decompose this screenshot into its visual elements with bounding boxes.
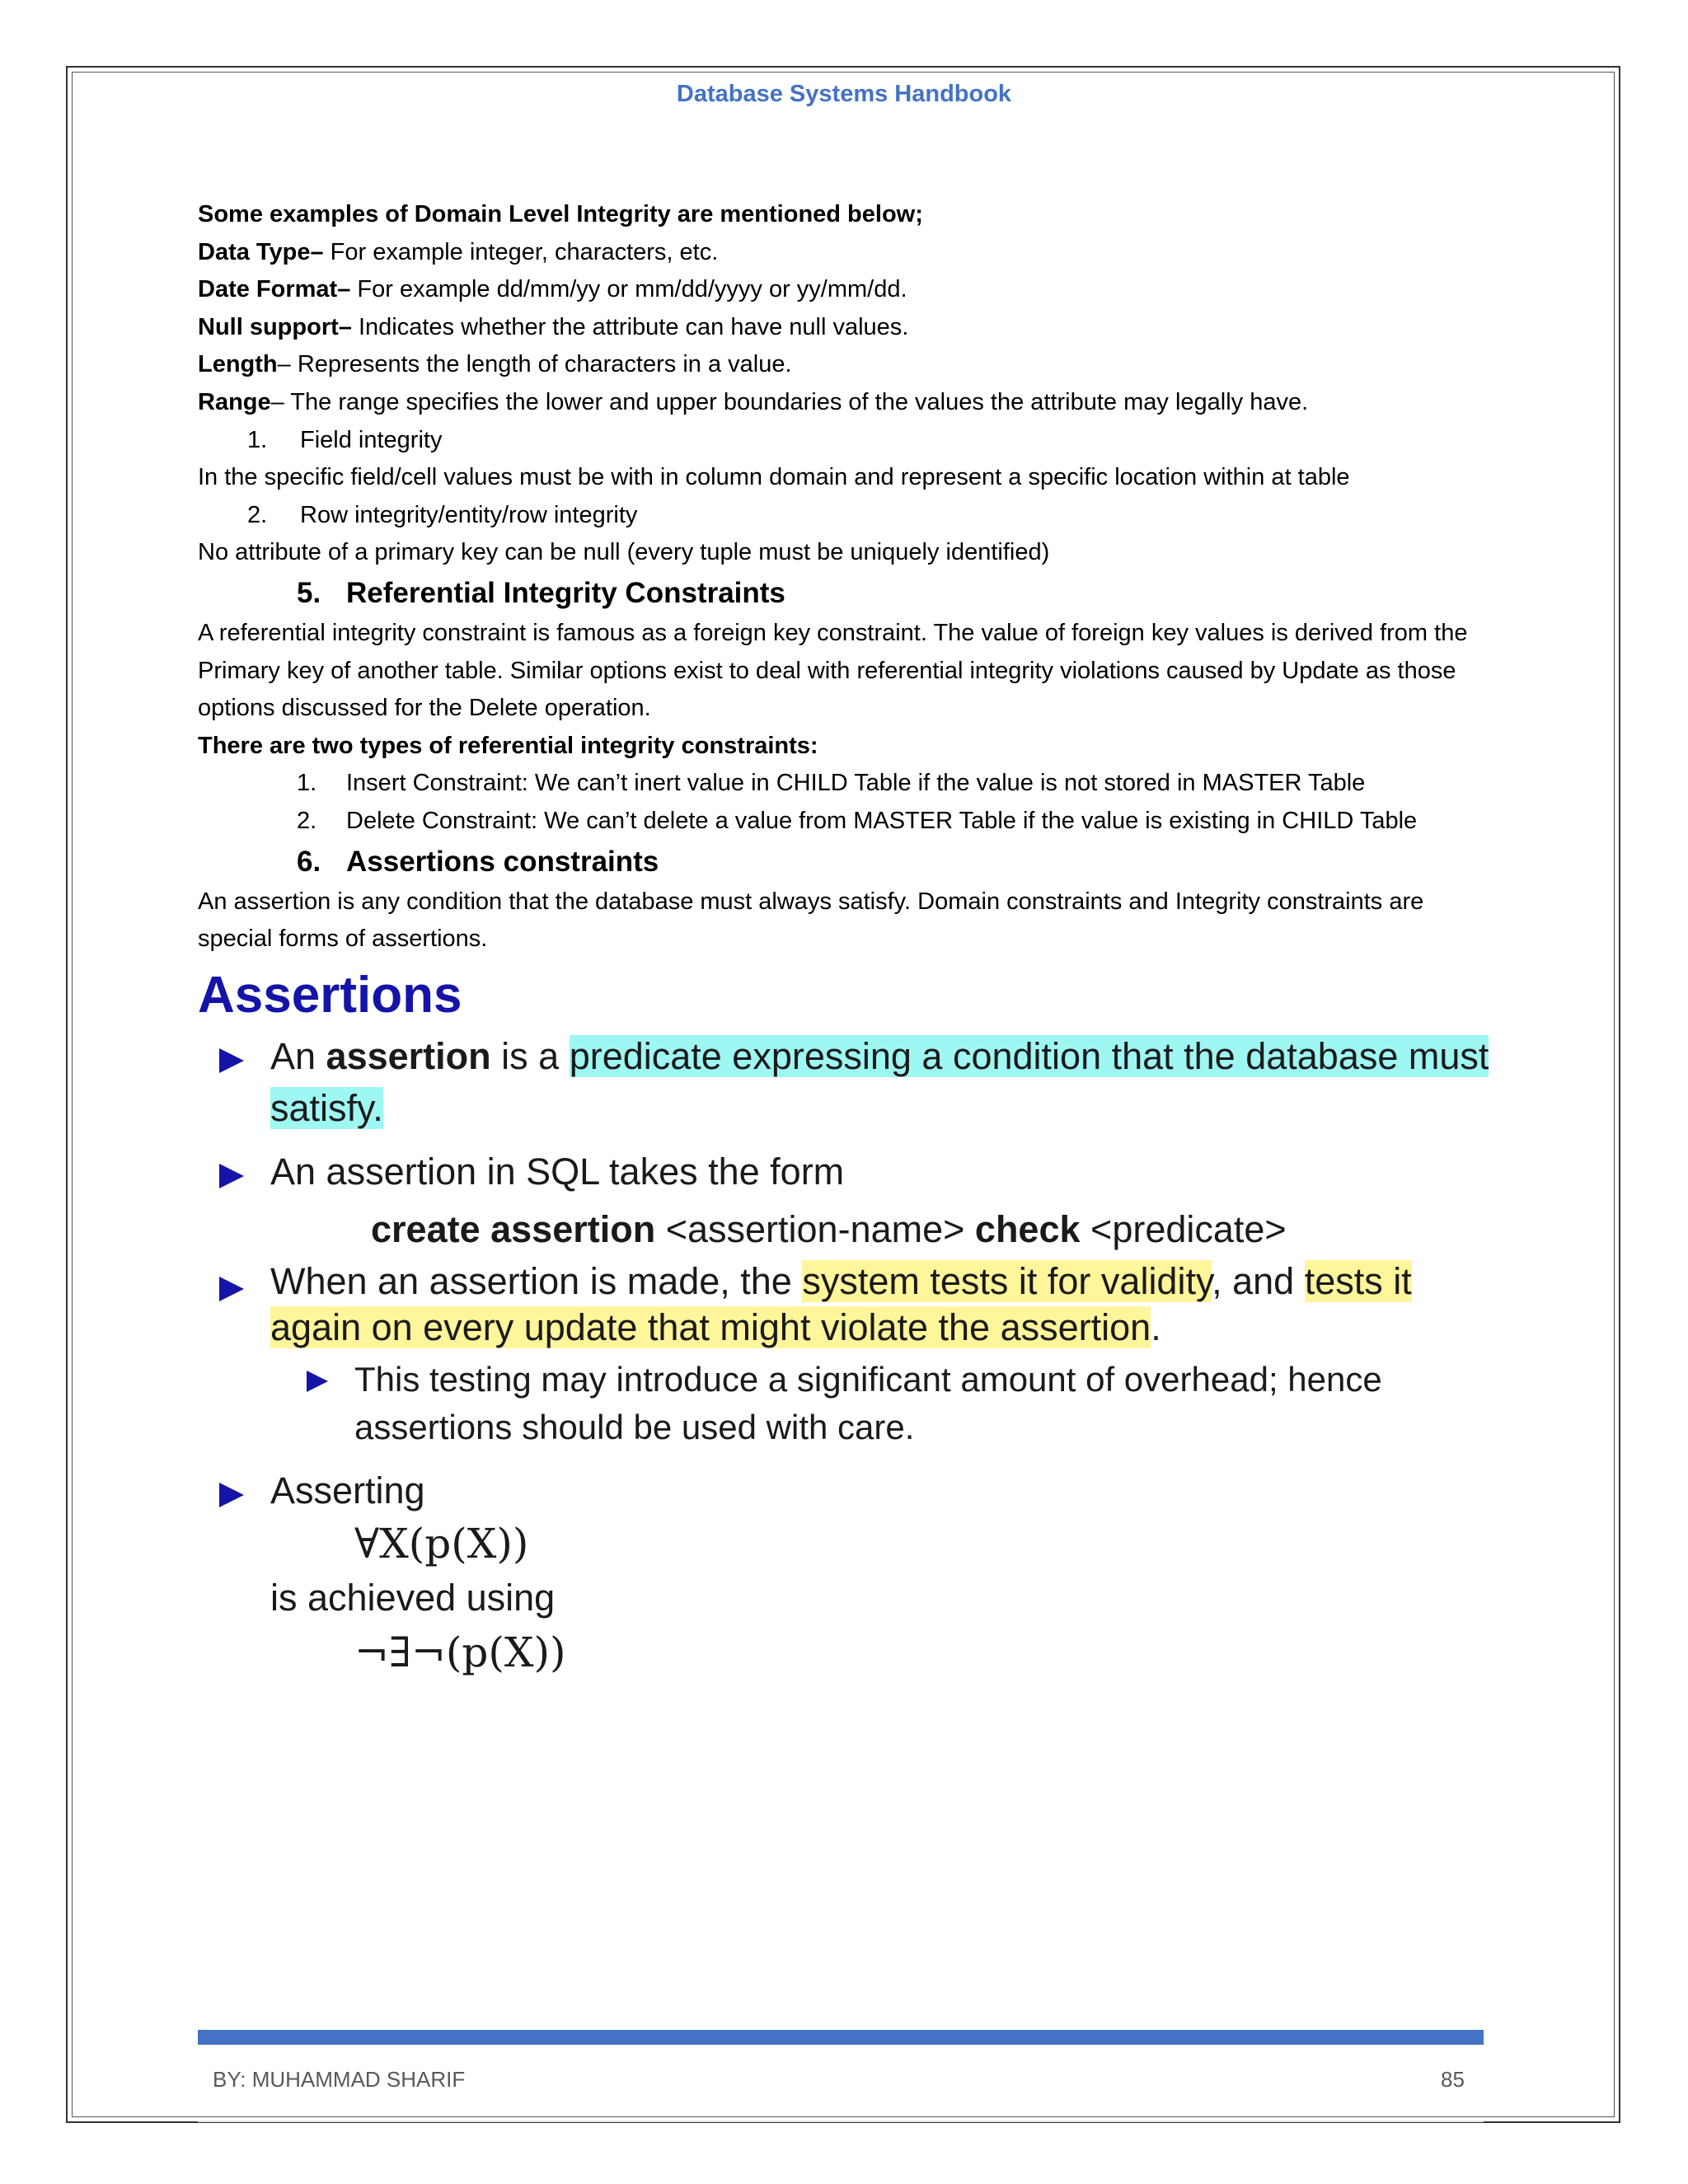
highlight-yellow: system tests it for validity — [802, 1260, 1212, 1302]
assertions-heading: 6. Assertions constraints — [297, 845, 659, 878]
footer-author: BY: MUHAMMAD SHARIF — [213, 2067, 466, 2092]
math-not-exists: ¬∃¬(p(X)) — [354, 1629, 566, 1676]
triangle-bullet-icon — [219, 1164, 244, 1188]
slide-bullet: An assertion is a predicate expressing a condition that the database must satisfy. — [198, 1030, 1500, 1134]
domain-intro: Some examples of Domain Level Integrity are mentioned below; — [198, 201, 923, 227]
slide-bullet: An assertion in SQL takes the form — [198, 1146, 1500, 1197]
triangle-bullet-icon — [219, 1277, 244, 1301]
slide-text: is achieved using — [270, 1577, 556, 1619]
highlight-yellow: tests it again on every update that might violate the assertion — [270, 1260, 1412, 1348]
slide-bullet: When an assertion is made, the system tests it for validity, and tests it again on every update that might violate the assertion. — [198, 1258, 1500, 1351]
row-integrity-desc: No attribute of a primary key can be null (every tuple must be uniquely identified) — [198, 539, 1050, 566]
referential-types-intro: There are two types of referential integrity constraints: — [198, 732, 818, 759]
footer-bar — [198, 2030, 1484, 2045]
triangle-bullet-icon — [219, 1048, 244, 1073]
field-integrity-desc: In the specific field/cell values must be with in column domain and represent a specific location within at table — [198, 464, 1350, 491]
row-integrity-item: 2. Row integrity/entity/row integrity — [247, 501, 638, 528]
slide-title: Assertions — [198, 967, 462, 1024]
document-body — [198, 196, 1500, 958]
slide-sub-bullet: This testing may introduce a significant amount of overhead; hence assertions should be used with care. — [198, 1356, 1500, 1451]
sql-form: create assertion <assertion-name> check <predicate> — [371, 1208, 1287, 1250]
domain-item: Null support– Indicates whether the attribute can have null values. — [198, 313, 909, 340]
assertions-slide-image — [198, 966, 1500, 1680]
domain-item: Length– Represents the length of characters in a value. — [198, 351, 792, 378]
highlight-cyan: predicate expressing a condition that the database must satisfy. — [270, 1035, 1489, 1129]
triangle-bullet-icon — [307, 1371, 328, 1392]
referential-paragraph: A referential integrity constraint is famous as a foreign key constraint. The value of foreign key values is derived from the Primary key of another table. Similar options exist to deal with referential integrity violations caused by Update as those options discussed for the Delete operation. — [198, 619, 1468, 722]
field-integrity-item: 1. Field integrity — [247, 426, 443, 453]
referential-type-item: 2. Delete Constraint: We can’t delete a value from MASTER Table if the value is existing in CHILD Table — [297, 807, 1418, 834]
page-header-title: Database Systems Handbook — [676, 81, 1012, 107]
domain-item: Date Format– For example dd/mm/yy or mm/dd/yyyy or yy/mm/dd. — [198, 276, 907, 303]
referential-type-item: 1. Insert Constraint: We can’t inert value in CHILD Table if the value is not stored in MASTER Table — [297, 770, 1366, 797]
slide-bullet: Asserting — [198, 1465, 1500, 1516]
page-number: 85 — [1441, 2067, 1465, 2092]
math-forall: ∀X(p(X)) — [354, 1520, 529, 1568]
domain-item: Data Type– For example integer, characters, etc. — [198, 238, 719, 265]
triangle-bullet-icon — [219, 1483, 244, 1507]
domain-item: Range– The range specifies the lower and upper boundaries of the values the attribute may legally have. — [198, 388, 1309, 415]
slide-bullets — [198, 1030, 1500, 1680]
assertions-paragraph: An assertion is any condition that the database must always satisfy. Domain constraints and Integrity constraints are special forms of assertions. — [198, 888, 1424, 953]
referential-heading: 5. Referential Integrity Constraints — [297, 576, 785, 609]
footer-rule — [198, 2121, 1484, 2122]
